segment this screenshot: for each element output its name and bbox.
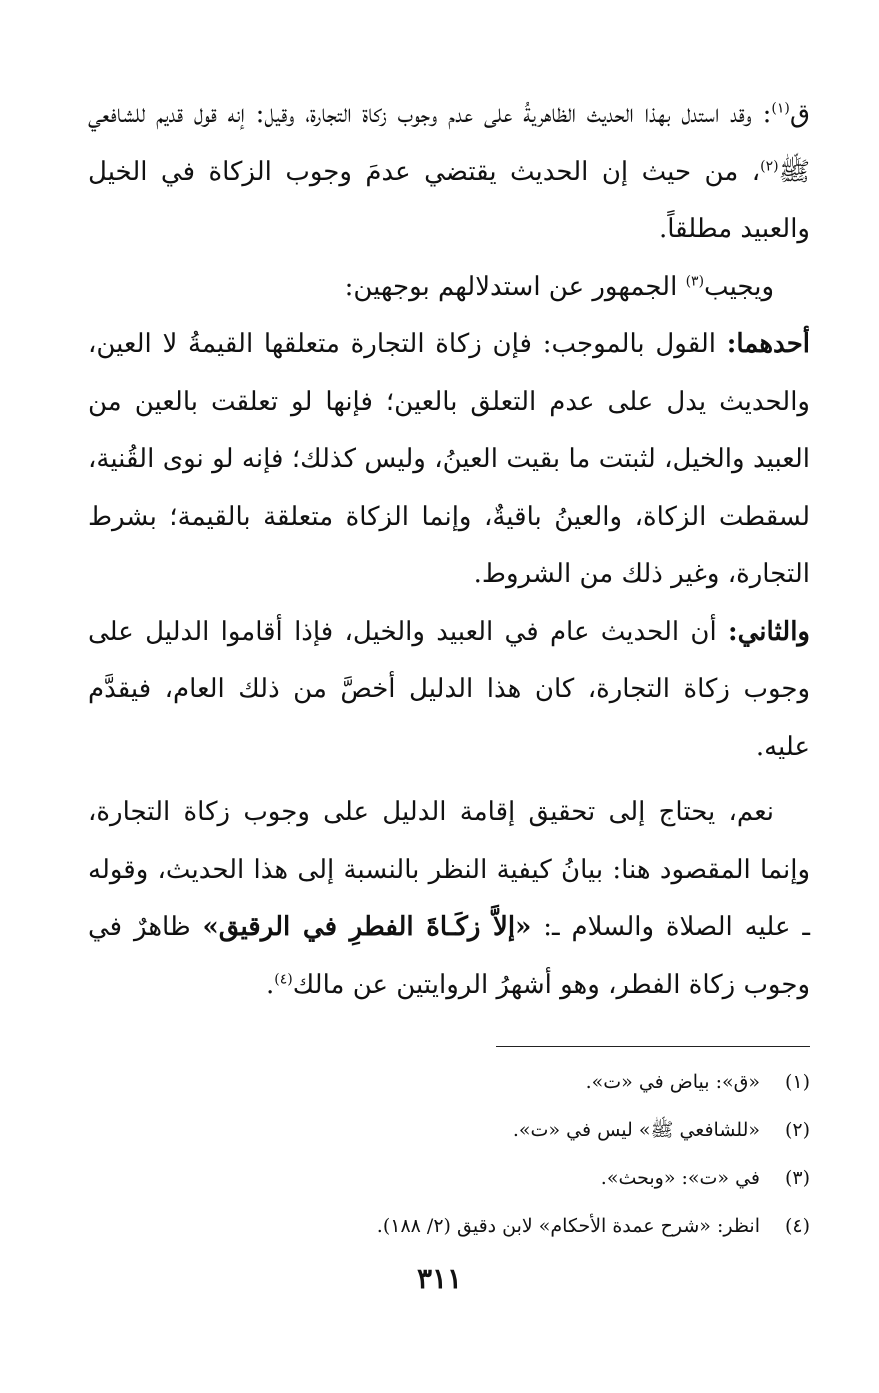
footnote-number: (١) — [784, 1071, 810, 1093]
paragraph-lead: ق — [789, 99, 810, 129]
paragraph-text: الجمهور عن استدلالهم بوجهين: — [344, 271, 686, 302]
paragraph-tail: ظاهرٌ في وجوب زكاة الفطر، وهو أشهرُ الروايتين عن مالك — [88, 912, 810, 1000]
footnote-2 — [88, 1110, 810, 1158]
paragraph-text: نعم، يحتاج إلى تحقيق إقامة الدليل على وجوب زكاة التجارة، وإنما المقصود هنا: بيانُ كيفية النظر بالنسبة إلى هذا الحديث، وقوله ـ عليه الصلاة والسلام ـ: — [88, 797, 811, 942]
page-number: ٣١١ — [416, 1262, 463, 1295]
footnote-text: «ق»: بياض في «ت». — [585, 1071, 760, 1093]
main-text — [88, 86, 810, 1014]
footnote-text: في «ت»: «وبحث». — [600, 1167, 760, 1189]
footnote-ref-3[interactable]: (٣) — [685, 272, 705, 289]
paragraph-lead: ويجيب — [704, 271, 774, 302]
paragraph-lead: أحدهما: — [726, 329, 810, 359]
footnote-ref-4[interactable]: (٤) — [274, 970, 293, 987]
paragraph-2 — [88, 259, 810, 317]
paragraph-lead: والثاني: — [728, 616, 810, 647]
footnote-text: «للشافعي ﷺ» ليس في «ت». — [512, 1119, 760, 1141]
paragraph-text: أن الحديث عام في العبيد والخيل، فإذا أقاموا الدليل على وجوب زكاة التجارة، كان هذا الدليل أخصَّ من ذلك العام، فيقدَّم عليه. — [88, 616, 810, 762]
footnote-number: (٤) — [784, 1215, 810, 1237]
paragraph-4 — [88, 604, 810, 777]
footnote-4 — [88, 1206, 810, 1254]
footnote-text: انظر: «شرح عمدة الأحكام» لابن دقيق (٢/ ١٨٨). — [376, 1215, 760, 1237]
paragraph-5 — [88, 784, 810, 1014]
footnotes — [88, 1062, 810, 1254]
paragraph-1 — [88, 86, 810, 259]
footnote-3 — [88, 1158, 810, 1206]
footnote-1 — [88, 1062, 810, 1110]
footnote-number: (٣) — [784, 1167, 810, 1189]
footnote-number: (٢) — [784, 1119, 810, 1141]
footnote-divider — [496, 1046, 810, 1047]
footnote-ref-2[interactable]: (٢) — [760, 157, 779, 174]
paragraph-text: : وقد استدل بهذا الحديث الظاهريةُ على عدم وجوب زكاة التجارة، وقيل: إنه قول قديم للشافعي ﷺ — [88, 99, 810, 187]
paragraph-tail: ، من حيث إن الحديث يقتضي عدمَ وجوب الزكاة في الخيل والعبيد مطلقاً. — [88, 156, 810, 244]
footnote-ref-1[interactable]: (١) — [771, 100, 790, 117]
paragraph-end: . — [266, 969, 275, 1000]
paragraph-text: القول بالموجب: فإن زكاة التجارة متعلقها القيمةُ لا العين، والحديث يدل على عدم التعلق بالعين؛ فإنها لو تعلقت بالعين من العبيد والخيل، لثبتت ما بقيت العينُ، وليس كذلك؛ فإنه لو نوى القُنية، لسقطت الزكاة، والعينُ باقيةٌ، وإنما الزكاة متعلقة بالقيمة؛ بشرط التجارة، وغير ذلك من الشروط. — [88, 329, 810, 589]
hadith-quote: «إلاَّ زكَـاةَ الفطرِ في الرقيق» — [202, 912, 532, 942]
paragraph-3 — [88, 316, 810, 604]
